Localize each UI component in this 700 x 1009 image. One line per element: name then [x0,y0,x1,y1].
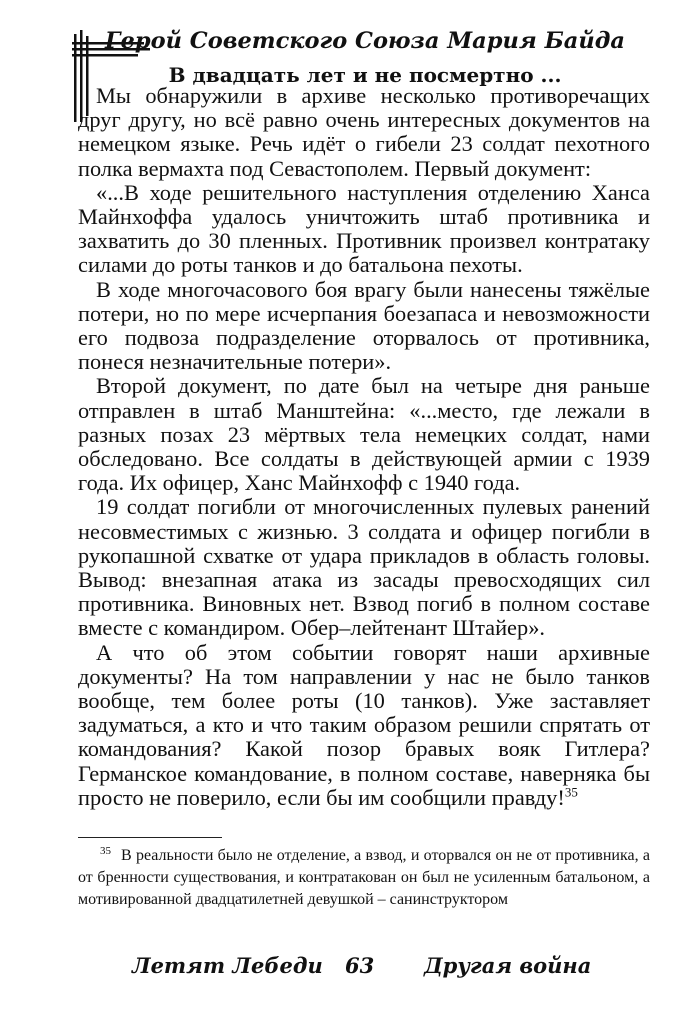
paragraph-6-text: А что об этом событии говорят наши архивные документы? На том направлении у нас не было танков вообще, тем более роты (10 танков). Уже заставляет задуматься, а кто и что таким образом решили спрятать от командования? Какой позор бравых вояк Гитлера? Германское командование, в полном составе, наверняка бы просто не поверило, если бы им сообщили правду! [78,639,650,810]
footnote-text: В реальности было не отделение, а взвод, и оторвался он не от противника, а от бренности существования, и контратакован он был не усиленным батальоном, а мотивированной двадцатилетней девушкой – санинструктором [78,847,650,908]
main-text [78,84,650,810]
section-subtitle: В двадцать лет и не посмертно ... [168,63,562,87]
footnote-number: 35 [100,844,111,857]
footer-book-title: Летят Лебеди [132,953,323,978]
page-number: 63 [345,953,375,978]
chapter-title: Герой Советского Союза Мария Байда [105,28,625,54]
footnote-divider [78,837,222,838]
footnote [78,845,650,911]
paragraph-3: В ходе многочасового боя врагу были нанесены тяжёлые потери, но по мере исчерпания боезапаса и невозможности его подвоза подразделение оторвалось от противника, понеся незначительные потери». [78,276,650,375]
footnote-reference[interactable]: 35 [564,784,578,800]
paragraph-4: Второй документ, по дате был на четыре дня раньше отправлен в штаб Манштейна: «...место, где лежали в разных позах 23 мёртвых тела немецких солдат, нами обследовано. Все солдаты в действующей армии с 1939 года. Их офицер, Ханс Майнхофф с 1940 года. [78,373,650,496]
paragraph-6 [78,641,650,810]
paragraph-1: Мы обнаружили в архиве несколько противоречащих друг другу, но всё равно очень интересных документов на немецком языке. Речь идёт о гибели 23 солдат пехотного полка вермахта под Севастополем. Первый документ: [78,83,650,181]
paragraph-2: «...В ходе решительного наступления отделению Ханса Майнхоффа удалось уничтожить штаб противника и захватить до 30 пленных. Противник произвел контратаку силами до роты танков и до батальона пехоты. [78,179,650,278]
paragraph-5: 19 солдат погибли от многочисленных пулевых ранений несовместимых с жизнью. 3 солдата и офицер погибли в рукопашной схватке от удара прикладов в область головы. Вывод: внезапная атака из засады превосходящих сил противника. Виновных нет. Взвод погиб в полном составе вместе с командиром. Обер–лейтенант Штайер». [78,494,650,641]
footer-section-title: Другая война [424,953,592,978]
